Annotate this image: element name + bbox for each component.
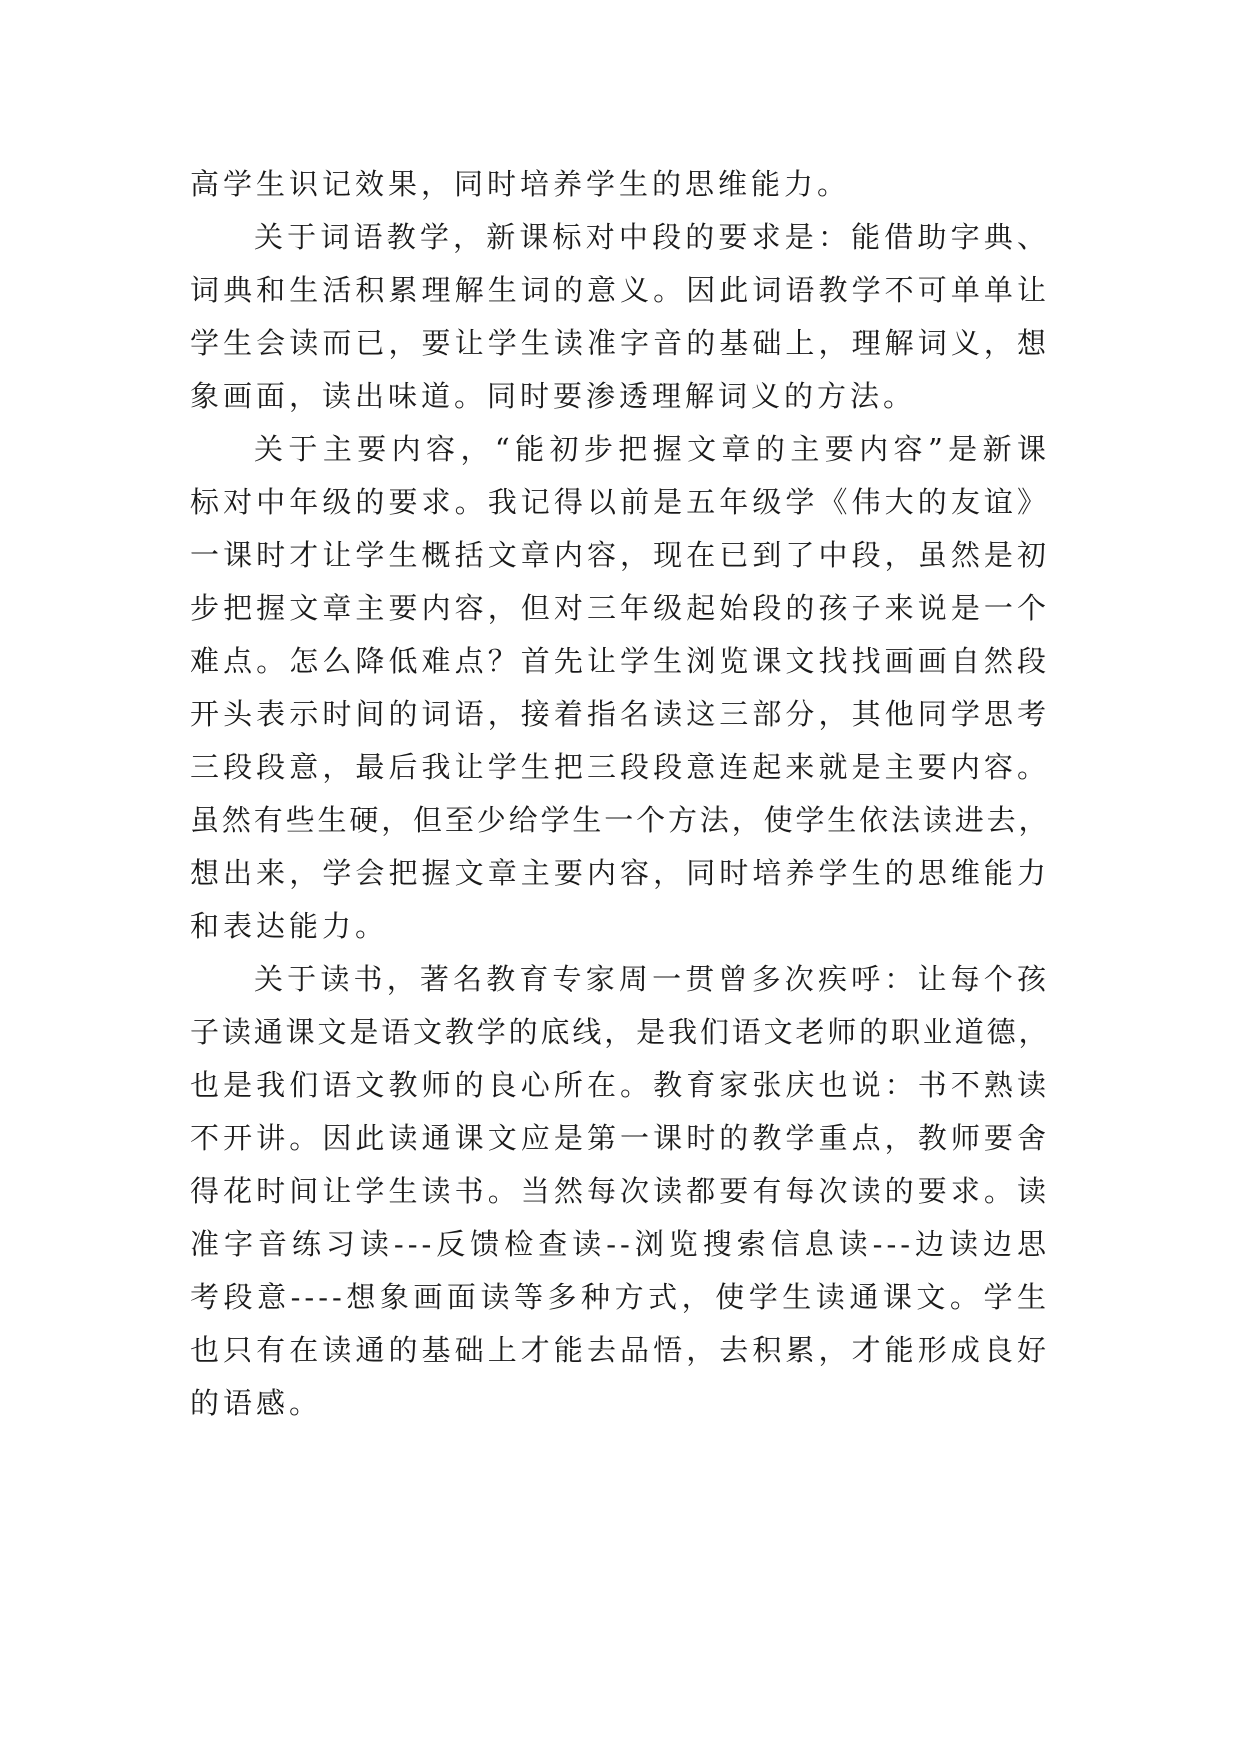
text-line: 三段段意，最后我让学生把三段段意连起来就是主要内容。: [190, 750, 1050, 784]
text-line: 考段意----想象画面读等多种方式，使学生读通课文。学生: [190, 1280, 1050, 1314]
document-body: [190, 158, 1050, 1430]
text-line: 不开讲。因此读通课文应是第一课时的教学重点，教师要舍: [190, 1121, 1050, 1155]
text-line: 的语感。: [190, 1386, 323, 1420]
text-line: 步把握文章主要内容，但对三年级起始段的孩子来说是一个: [190, 591, 1050, 625]
text-line: 也只有在读通的基础上才能去品悟，去积累，才能形成良好: [190, 1333, 1050, 1367]
text-line: 学生会读而已，要让学生读准字音的基础上，理解词义，想: [190, 326, 1050, 360]
text-line: 高学生识记效果，同时培养学生的思维能力。: [190, 167, 851, 201]
text-line: 词典和生活积累理解生词的意义。因此词语教学不可单单让: [190, 273, 1050, 307]
text-line: 子读通课文是语文教学的底线，是我们语文老师的职业道德，: [190, 1015, 1050, 1049]
text-line: 得花时间让学生读书。当然每次读都要有每次读的要求。读: [190, 1174, 1050, 1208]
text-line: 虽然有些生硬，但至少给学生一个方法，使学生依法读进去，: [190, 803, 1050, 837]
text-line: 难点。怎么降低难点？首先让学生浏览课文找找画画自然段: [190, 644, 1050, 678]
text-line: 标对中年级的要求。我记得以前是五年级学《伟大的友谊》: [190, 485, 1050, 519]
text-line: 也是我们语文教师的良心所在。教育家张庆也说：书不熟读: [190, 1068, 1050, 1102]
text-line: 关于读书，著名教育专家周一贯曾多次疾呼：让每个孩: [254, 962, 1050, 996]
text-line: 和表达能力。: [190, 909, 389, 943]
text-line: 关于主要内容，“能初步把握文章的主要内容”是新课: [254, 432, 1050, 466]
text-line: 开头表示时间的词语，接着指名读这三部分，其他同学思考: [190, 697, 1050, 731]
text-line: 象画面，读出味道。同时要渗透理解词义的方法。: [190, 379, 917, 413]
text-line: 一课时才让学生概括文章内容，现在已到了中段，虽然是初: [190, 538, 1050, 572]
text-line: 关于词语教学，新课标对中段的要求是：能借助字典、: [254, 220, 1050, 254]
text-line: 准字音练习读---反馈检查读--浏览搜索信息读---边读边思: [190, 1227, 1050, 1261]
text-line: 想出来，学会把握文章主要内容，同时培养学生的思维能力: [190, 856, 1050, 890]
